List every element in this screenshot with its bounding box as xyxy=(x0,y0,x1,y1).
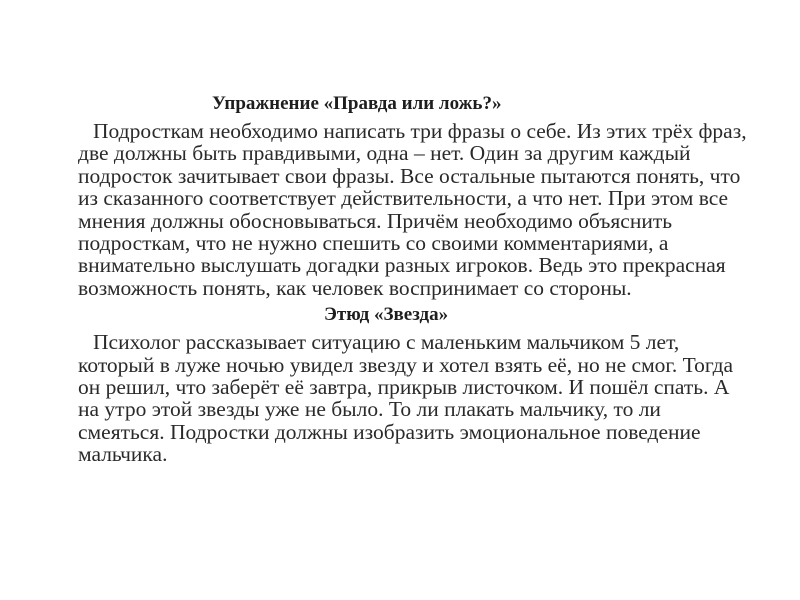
exercise-title-star: Этюд «Звезда» xyxy=(324,304,449,326)
exercise-description-star: Психолог рассказывает ситуацию с маленьким мальчиком 5 лет, который в луже ночью увидел звезду и хотел взять её, но не смог. Тогда он решил, что заберёт её завтра, прикрыв листочком. И пошёл спать. А на утро этой звезды уже не было. То ли плакать мальчику, то ли смеяться. Подростки должны изобразить эмоциональное поведение мальчика. xyxy=(78,330,734,467)
exercise-title-truth-or-lie: Упражнение «Правда или ложь?» xyxy=(212,93,502,114)
exercise-description-truth-or-lie: Подросткам необходимо написать три фразы о себе. Из этих трёх фраз, две должны быть правдивыми, одна – нет. Один за другим каждый подросток зачитывает свои фразы. Все остальные пытаются понять, что из сказанного соответствует действительности, а что нет. При этом все мнения должны обосновываться. Причём необходимо объяснить подросткам, что не нужно спешить со своими комментариями, а внимательно выслушать догадки разных игроков. Ведь это прекрасная возможность понять, как человек воспринимает со стороны. xyxy=(78,119,747,300)
document-content xyxy=(78,92,752,466)
